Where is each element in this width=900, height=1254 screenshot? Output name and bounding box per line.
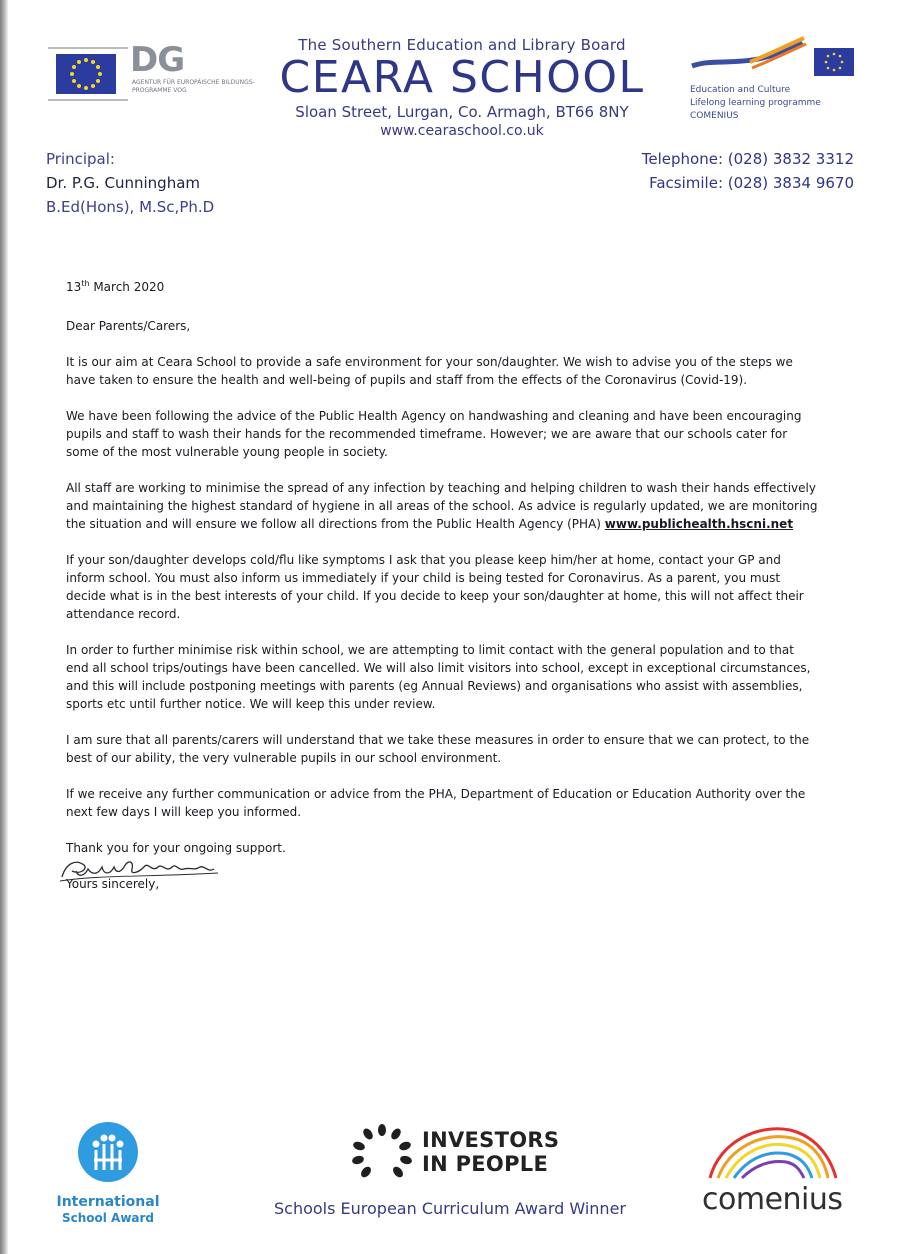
- eu-flag-logo-left: [48, 42, 128, 104]
- date-day: 13: [66, 280, 82, 294]
- curriculum-award-text: Schools European Curriculum Award Winner: [273, 1199, 626, 1218]
- board-name: The Southern Education and Library Board: [298, 36, 626, 54]
- principal-block: [46, 147, 214, 219]
- lifelong-learning-logo: [690, 36, 860, 131]
- date-rest: March 2020: [89, 280, 165, 294]
- salutation: Dear Parents/Carers,: [66, 319, 191, 333]
- scan-edge-shadow: [0, 0, 8, 1254]
- school-address: Sloan Street, Lurgan, Co. Armagh, BT66 8NY: [295, 103, 629, 121]
- eu-flag-icon: [48, 42, 128, 104]
- comenius-logo: [700, 1120, 860, 1220]
- pha-link[interactable]: www.publichealth.hscni.net: [604, 517, 794, 531]
- principal-name: Dr. P.G. Cunningham: [46, 174, 201, 192]
- letter-body: [66, 275, 818, 893]
- iip-line-2: IN PEOPLE: [422, 1152, 549, 1176]
- paragraph-5: In order to further minimise risk within school, we are attempting to limit contact with the general population and to that end all school trips/outings have been cancelled. We will also limit visitors into school, except in exceptional circumstances, and this will include postponing meetings with parents (eg Annual Reviews) and organisations who assist with assemblies, sports etc until further notice. We will keep this under review.: [66, 643, 811, 711]
- paragraph-3: [66, 479, 818, 533]
- paragraph-6: I am sure that all parents/carers will understand that we take these measures in order to ensure that we can protect, to the best of our ability, the very vulnerable pupils in our school environment.: [66, 733, 810, 765]
- dg-logo-subtext: AGENTUR FÜR EUROPÄISCHE BILDUNGS-PROGRAMME VOG: [132, 79, 255, 94]
- comenius-wordmark: comenius: [702, 1182, 843, 1217]
- paragraph-7: If we receive any further communication or advice from the PHA, Department of Education or Education Authority over the next few days I will keep you informed.: [66, 787, 806, 819]
- paragraph-4: If your son/daughter develops cold/flu like symptoms I ask that you please keep him/her at home, contact your GP and inform school. You must also inform us immediately if your child is being tested for Coronavirus. As a parent, you must decide what is in the best interests of your child. If you decide to keep your son/daughter at home, this will not affect their attendance record.: [66, 553, 804, 621]
- principal-qualifications: B.Ed(Hons), M.Sc,Ph.D: [46, 198, 215, 216]
- lifelong-line-3: COMENIUS: [690, 111, 739, 121]
- dg-logo-text: DG: [130, 40, 185, 80]
- iip-text: [422, 1128, 559, 1176]
- thanks-line: Thank you for your ongoing support.: [66, 841, 286, 855]
- isa-line-1: International: [56, 1194, 160, 1210]
- globe-people-icon: [76, 1120, 140, 1184]
- closing-line: Yours sincerely,: [66, 877, 160, 891]
- swoosh-icon: [690, 36, 810, 80]
- international-school-award-logo: [48, 1120, 168, 1225]
- school-website: www.cearaschool.co.uk: [380, 123, 544, 139]
- paragraph-1: It is our aim at Ceara School to provide a safe environment for your son/daughter. We wish to advise you of the steps we have taken to ensure the health and well-being of pupils and staff from the effects of the Coronavirus (Covid-19).: [66, 355, 793, 387]
- paragraph-2: We have been following the advice of the Public Health Agency on handwashing and cleaning and have been encouraging pupils and staff to wash their hands for the recommended timeframe. However; we are aware that our schools cater for some of the most vulnerable young people in society.: [66, 409, 802, 459]
- dg-agency-logo: [130, 40, 260, 110]
- laurel-wreath-icon: [350, 1124, 414, 1184]
- principal-label: Principal:: [46, 150, 115, 168]
- lifelong-learning-text: [690, 84, 821, 123]
- eu-flag-small-icon: [814, 48, 854, 76]
- telephone: Telephone: (028) 3832 3312: [641, 150, 854, 168]
- date-suffix: th: [81, 279, 90, 288]
- comenius-arcs-icon: [700, 1120, 850, 1180]
- paragraph-3-text: All staff are working to minimise the spread of any infection by teaching and helping children to wash their hands effectively and maintaining the highest standard of hygiene in all areas of the school. As advice is regularly updated, we are monitoring the situation and will ensure we follow all directions from the Public Health Agency (PHA): [66, 481, 818, 531]
- isa-line-2: School Award: [61, 1211, 155, 1225]
- facsimile: Facsimile: (028) 3834 9670: [649, 174, 854, 192]
- contact-block: [642, 147, 854, 195]
- lifelong-line-2: Lifelong learning programme: [690, 98, 821, 108]
- isa-text: [48, 1194, 168, 1226]
- lifelong-line-1: Education and Culture: [690, 85, 791, 95]
- iip-line-1: INVESTORS: [422, 1128, 560, 1152]
- school-name: CEARA SCHOOL: [279, 52, 645, 103]
- letter-date: [66, 275, 818, 296]
- investors-in-people-logo: [350, 1124, 560, 1184]
